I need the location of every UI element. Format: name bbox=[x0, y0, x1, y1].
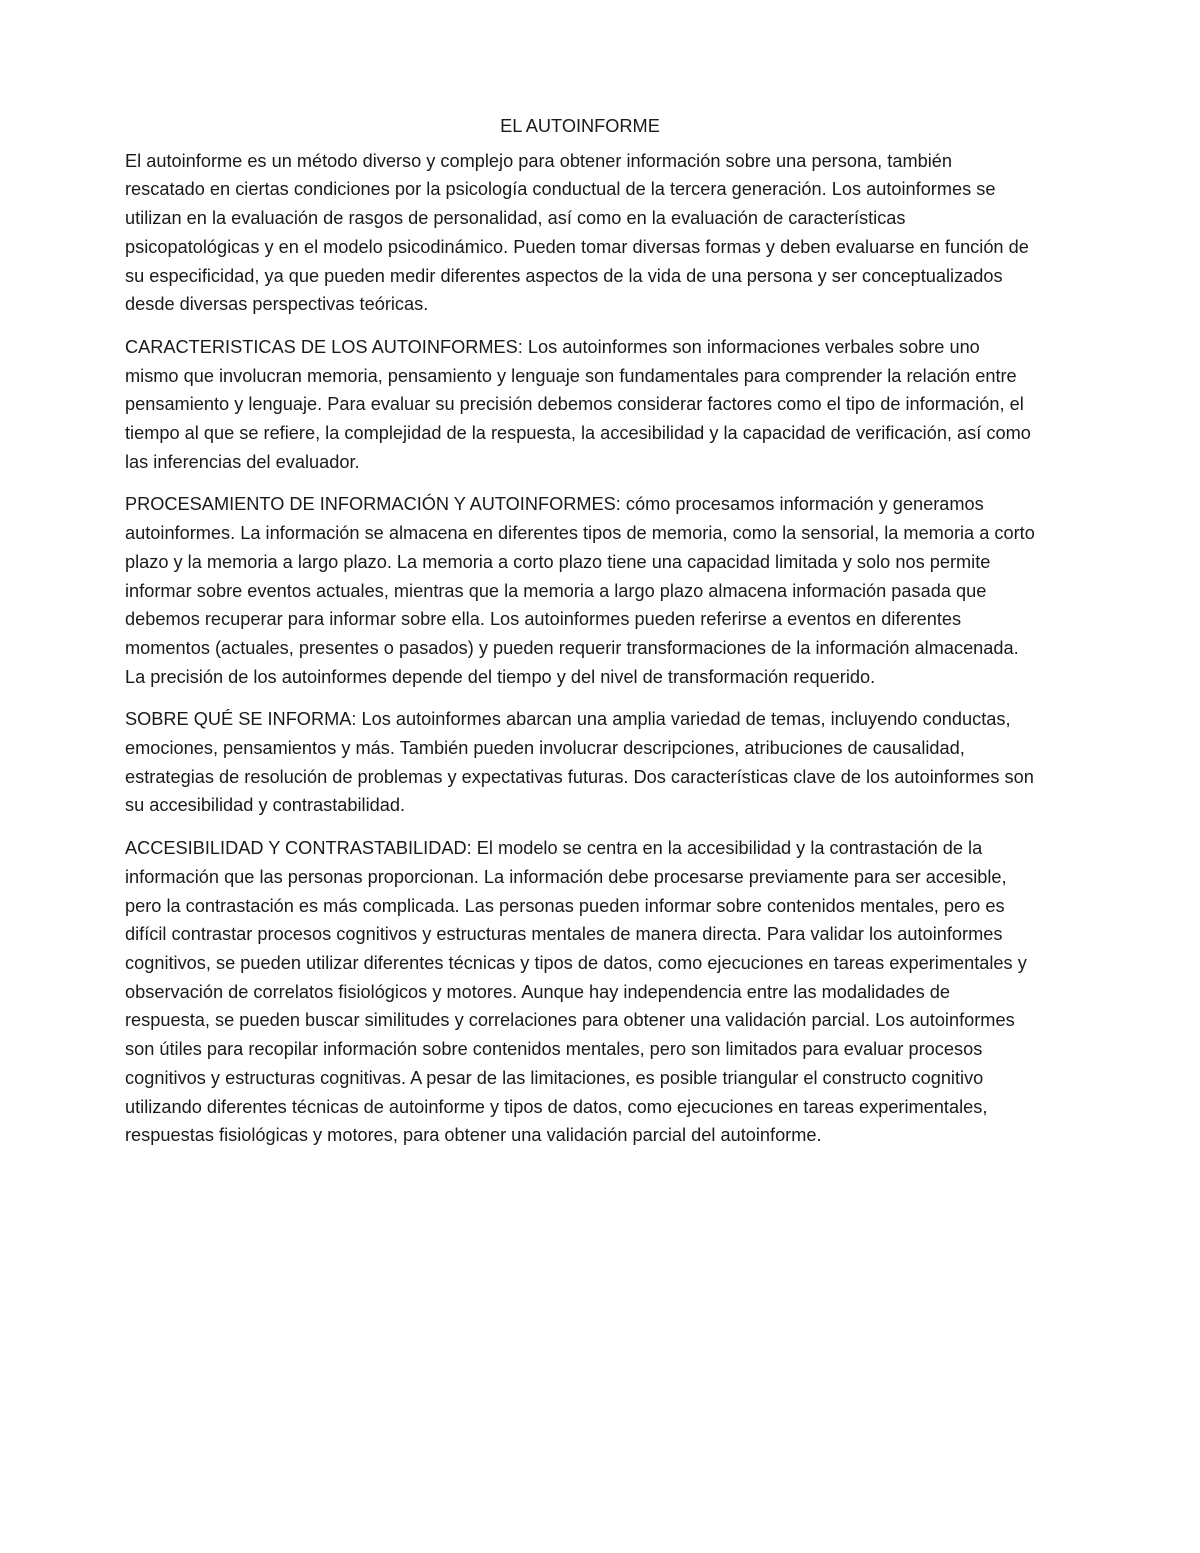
document-page bbox=[125, 112, 1035, 1164]
document-title: EL AUTOINFORME bbox=[500, 116, 660, 136]
paragraph-caracteristicas: CARACTERISTICAS DE LOS AUTOINFORMES: Los autoinformes son informaciones verbales sobre uno mismo que involucran memoria, pensamiento y lenguaje son fundamentales para comprender la relación entre pensamiento y lenguaje. Para evaluar su precisión debemos considerar factores como el tipo de información, el tiempo al que se refiere, la complejidad de la respuesta, la accesibilidad y la capacidad de verificación, así como las inferencias del evaluador. bbox=[125, 336, 1031, 472]
paragraph-accesibilidad: ACCESIBILIDAD Y CONTRASTABILIDAD: El modelo se centra en la accesibilidad y la contrastación de la información que las personas proporcionan. La información debe procesarse previamente para ser accesible, pero la contrastación es más complicada. Las personas pueden informar sobre contenidos mentales, pero es difícil contrastar procesos cognitivos y estructuras mentales de manera directa. Para validar los autoinformes cognitivos, se pueden utilizar diferentes técnicas y tipos de datos, como ejecuciones en tareas experimentales y observación de correlatos fisiológicos y motores. Aunque hay independencia entre las modalidades de respuesta, se pueden buscar similitudes y correlaciones para obtener una validación parcial. Los autoinformes son útiles para recopilar información sobre contenidos mentales, pero son limitados para evaluar procesos cognitivos y estructuras cognitivas. A pesar de las limitaciones, es posible triangular el constructo cognitivo utilizando diferentes técnicas de autoinforme y tipos de datos, como ejecuciones en tareas experimentales, respuestas fisiológicas y motores, para obtener una validación parcial del autoinforme. bbox=[125, 838, 1027, 1146]
paragraph-procesamiento: PROCESAMIENTO DE INFORMACIÓN Y AUTOINFORMES: cómo procesamos información y generamos autoinformes. La información se almacena en diferentes tipos de memoria, como la sensorial, la memoria a corto plazo y la memoria a largo plazo. La memoria a corto plazo tiene una capacidad limitada y solo nos permite informar sobre eventos actuales, mientras que la memoria a largo plazo almacena información pasada que debemos recuperar para informar sobre ella. Los autoinformes pueden referirse a eventos en diferentes momentos (actuales, presentes o pasados) y pueden requerir transformaciones de la información almacenada. La precisión de los autoinformes depende del tiempo y del nivel de transformación requerido. bbox=[125, 494, 1035, 687]
paragraph-intro: El autoinforme es un método diverso y complejo para obtener información sobre una persona, también rescatado en ciertas condiciones por la psicología conductual de la tercera generación. Los autoinformes se utilizan en la evaluación de rasgos de personalidad, así como en la evaluación de características psicopatológicas y en el modelo psicodinámico. Pueden tomar diversas formas y deben evaluarse en función de su especificidad, ya que pueden medir diferentes aspectos de la vida de una persona y ser conceptualizados desde diversas perspectivas teóricas. bbox=[125, 150, 1029, 315]
paragraph-sobre-que-se-informa: SOBRE QUÉ SE INFORMA: Los autoinformes abarcan una amplia variedad de temas, incluyendo conductas, emociones, pensamientos y más. También pueden involucrar descripciones, atribuciones de causalidad, estrategias de resolución de problemas y expectativas futuras. Dos características clave de los autoinformes son su accesibilidad y contrastabilidad. bbox=[125, 709, 1034, 816]
